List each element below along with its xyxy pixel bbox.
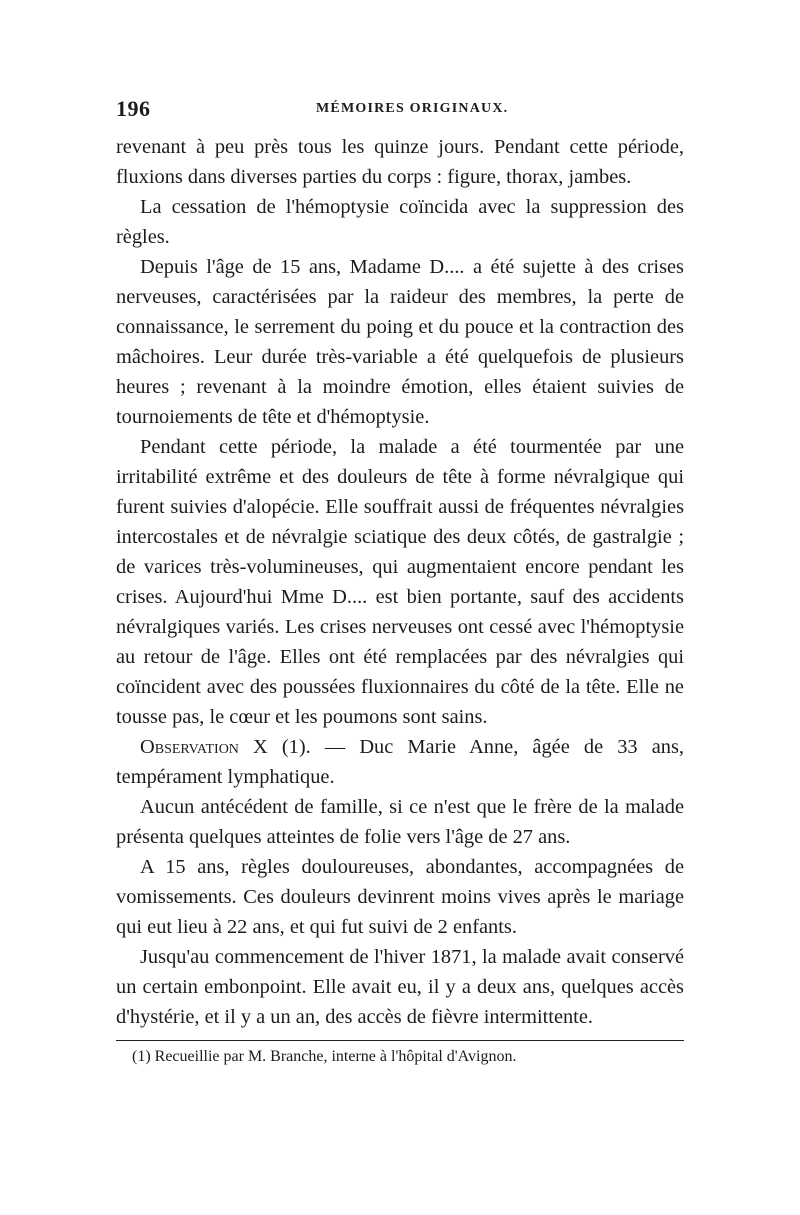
paragraph: La cessation de l'hémoptysie coïncida avec la suppression des règles. xyxy=(116,196,684,248)
document-page xyxy=(116,96,684,1156)
page-number: 196 xyxy=(116,96,151,121)
running-header xyxy=(116,96,684,126)
observation-text: — Duc Marie Anne, âgée de 33 ans, tempérament lymphatique. xyxy=(116,736,685,788)
paragraph: Aucun antécédent de famille, si ce n'est que le frère de la malade présenta quelques atteintes de folie vers l'âge de 27 ans. xyxy=(116,796,684,848)
paragraph: Jusqu'au commencement de l'hiver 1871, la malade avait conservé un certain embonpoint. Elle avait eu, il y a deux ans, quelques accès d'hystérie, et il y a un an, des accès de fièvre intermittente. xyxy=(116,946,684,1028)
paragraph: Pendant cette période, la malade a été tourmentée par une irritabilité extrême et des douleurs de tête à forme névralgique qui furent suivies d'alopécie. Elle souffrait aussi de fréquentes névralgies intercostales et de névralgie sciatique des deux côtés, de gastralgie ; de varices très-volumineuses, qui augmentaient encore pendant les crises. Aujourd'hui Mme D.... est bien portante, sauf des accidents névralgiques variés. Les crises nerveuses ont cessé avec l'hémoptysie au retour de l'âge. Elles ont été remplacées par des névralgies qui coïncident avec des poussées fluxionnaires du côté de la tête. Elle ne tousse pas, le cœur et les poumons sont sains. xyxy=(116,436,684,728)
observation-paragraph xyxy=(116,732,684,792)
footnote: (1) Recueillie par M. Branche, interne à l'hôpital d'Avignon. xyxy=(132,1048,517,1065)
paragraph: A 15 ans, règles douloureuses, abondantes, accompagnées de vomissements. Ces douleurs devinrent moins vives après le mariage qui eut lieu à 22 ans, et qui fut suivi de 2 enfants. xyxy=(116,856,684,938)
running-title: MÉMOIRES ORIGINAUX. xyxy=(316,101,509,116)
paragraph: revenant à peu près tous les quinze jours. Pendant cette période, fluxions dans diverses parties du corps : figure, thorax, jambes. xyxy=(116,136,684,188)
paragraph: Depuis l'âge de 15 ans, Madame D.... a été sujette à des crises nerveuses, caractérisées par la raideur des membres, la perte de connaissance, le serrement du poing et du pouce et la contraction des mâchoires. Leur durée très-variable a été quelquefois de plusieurs heures ; revenant à la moindre émotion, elles étaient suivies de tournoiements de tête et d'hémoptysie. xyxy=(116,256,684,428)
observation-heading: Observation X (1). xyxy=(140,736,311,758)
footnote-divider xyxy=(116,1040,684,1041)
body-text xyxy=(116,132,684,1032)
